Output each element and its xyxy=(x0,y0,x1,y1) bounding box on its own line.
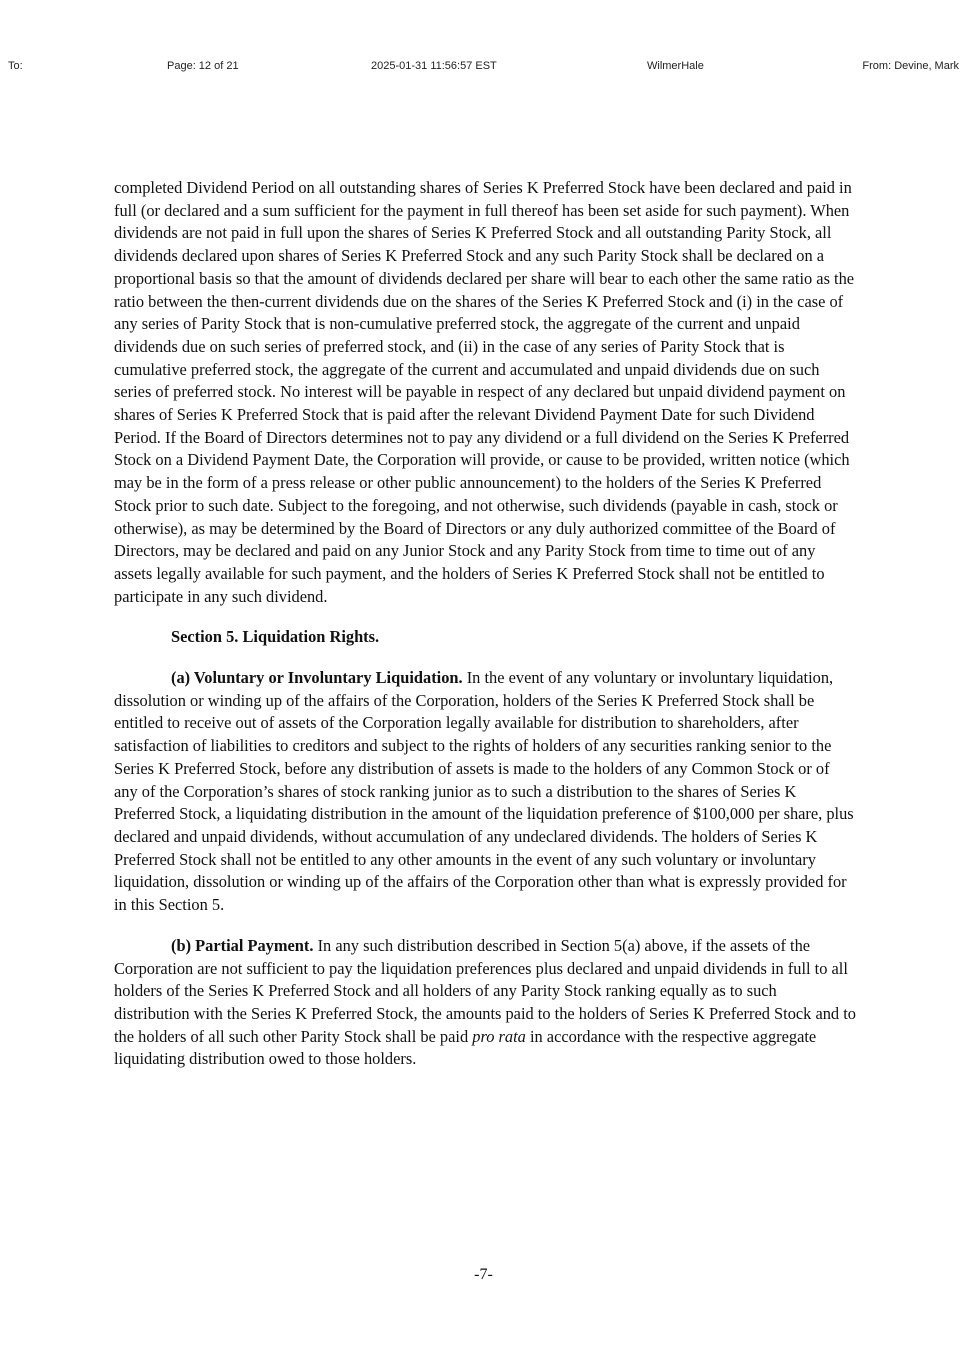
fax-datetime: 2025-01-31 11:56:57 EST xyxy=(371,60,497,72)
section-5a-heading: (a) Voluntary or Involuntary Liquidation. xyxy=(171,668,463,688)
page-number: -7- xyxy=(474,1266,493,1283)
section-5b-text-after: in accordance with the respective aggregate liquidating distribution owed to those holders. xyxy=(114,1026,817,1069)
fax-from: From: Devine, Mark xyxy=(862,60,959,72)
fax-header xyxy=(0,60,967,76)
fax-firm: WilmerHale xyxy=(647,60,704,72)
document-body xyxy=(114,177,856,1071)
section-5b-italic: pro rata xyxy=(472,1026,526,1046)
section-5b-paragraph xyxy=(114,935,856,1071)
fax-page-count: Page: 12 of 21 xyxy=(167,60,239,72)
dividend-paragraph-continued: completed Dividend Period on all outstanding shares of Series K Preferred Stock have been declared and paid in full (or declared and a sum sufficient for the payment in full thereof has been set aside for such payment). When dividends are not paid in full upon the shares of Series K Preferred Stock and all outstanding Parity Stock, all dividends declared upon shares of Series K Preferred Stock and any such Parity Stock shall be declared on a proportional basis so that the amount of dividends declared per share will bear to each other the same ratio as the ratio between the then-current dividends due on the shares of the Series K Preferred Stock and (i) in the case of any series of Parity Stock that is non-cumulative preferred stock, the aggregate of the current and unpaid dividends due on such series of preferred stock, and (ii) in the case of any series of Parity Stock that is cumulative preferred stock, the aggregate of the current and accumulated and unpaid dividends due on such series of preferred stock. No interest will be payable in respect of any declared but unpaid dividend payment on shares of Series K Preferred Stock that is paid after the relevant Dividend Payment Date for such Dividend Period. If the Board of Directors determines not to pay any dividend or a full dividend on the Series K Preferred Stock on a Dividend Payment Date, the Corporation will provide, or cause to be provided, written notice (which may be in the form of a press release or other public announcement) to the holders of the Series K Preferred Stock prior to such date. Subject to the foregoing, and not otherwise, such dividends (payable in cash, stock or otherwise), as may be determined by the Board of Directors or any duly authorized committee of the Board of Directors, may be declared and paid on any Junior Stock and any Parity Stock from time to time out of any assets legally available for such payment, and the holders of Series K Preferred Stock shall not be entitled to participate in any such dividend. xyxy=(114,178,855,606)
section-5-heading: Section 5. Liquidation Rights. xyxy=(171,627,380,647)
fax-to: To: xyxy=(8,60,23,72)
section-5b-heading: (b) Partial Payment. xyxy=(171,935,314,955)
section-5b-text-before: In any such distribution described in Section 5(a) above, if the assets of the Corporation are not sufficient to pay the liquidation preferences plus declared and unpaid dividends in full to all holders of the Series K Preferred Stock and all holders of any Parity Stock ranking equally as to such distribution with the Series K Preferred Stock, the amounts paid to the holders of Series K Preferred Stock and to the holders of all such other Parity Stock shall be paid xyxy=(114,935,856,1046)
section-5a-paragraph xyxy=(114,667,856,917)
section-5a-text: In the event of any voluntary or involuntary liquidation, dissolution or winding up of the affairs of the Corporation, holders of the Series K Preferred Stock shall be entitled to receive out of assets of the Corporation legally available for distribution to shareholders, after satisfaction of liabilities to creditors and subject to the rights of holders of any securities ranking senior to the Series K Preferred Stock, before any distribution of assets is made to the holders of any Common Stock or of any of the Corporation’s shares of stock ranking junior as to such a distribution to the shares of Series K Preferred Stock, a liquidating distribution in the amount of the liquidation preference of $100,000 per share, plus declared and unpaid dividends, without accumulation of any undeclared dividends. The holders of Series K Preferred Stock shall not be entitled to any other amounts in the event of any such voluntary or involuntary liquidation, dissolution or winding up of the affairs of the Corporation other than what is expressly provided for in this Section 5. xyxy=(114,668,854,915)
